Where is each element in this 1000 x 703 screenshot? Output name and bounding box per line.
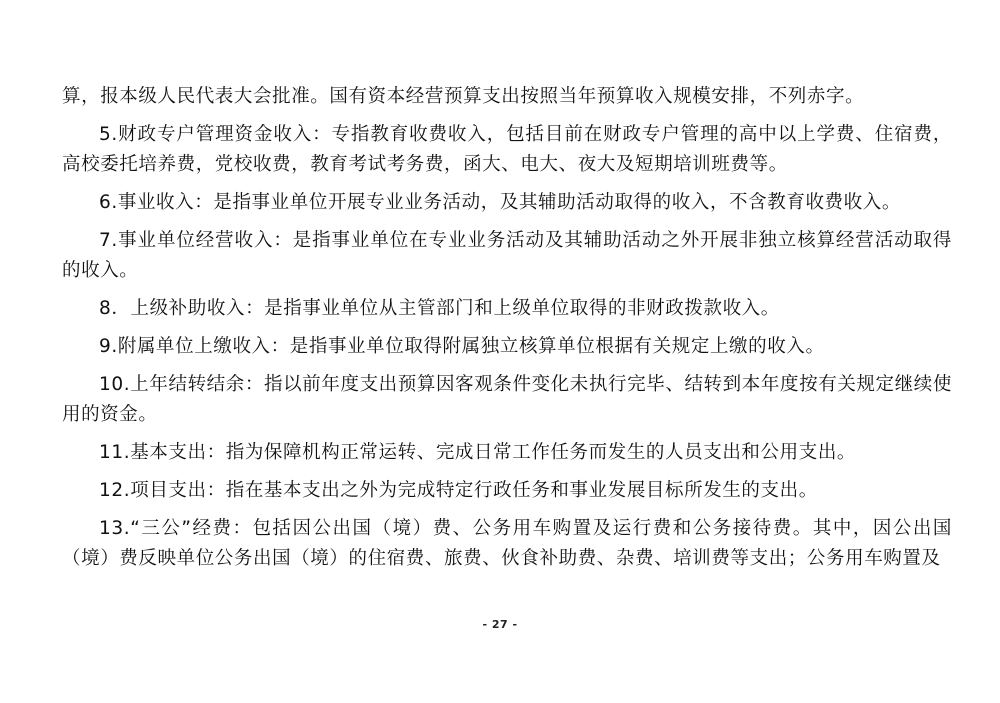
page-number: - 27 - <box>482 618 518 631</box>
paragraph-item-6: 6.事业收入：是指事业单位开展专业业务活动，及其辅助活动取得的收入，不含教育收费收入。 <box>99 192 901 213</box>
paragraph-item-5: 5.财政专户管理资金收入：专指教育收费收入，包括目前在财政专户管理的高中以上学费、住宿费，高校委托培养费，党校收费，教育考试考务费，函大、电大、夜大及短期培训班费等。 <box>62 124 952 175</box>
paragraph-item-11: 11.基本支出：指为保障机构正常运转、完成日常工作任务而发生的人员支出和公用支出。 <box>99 442 857 463</box>
paragraph-item-12: 12.项目支出：指在基本支出之外为完成特定行政任务和事业发展目标所发生的支出。 <box>99 480 818 501</box>
body-text <box>62 82 952 582</box>
paragraph-continuation: 算，报本级人民代表大会批准。国有资本经营预算支出按照当年预算收入规模安排，不列赤字。 <box>62 86 865 107</box>
paragraph-item-8: 8．上级补助收入：是指事业单位从主管部门和上级单位取得的非财政拨款收入。 <box>99 298 780 319</box>
paragraph-item-9: 9.附属单位上缴收入：是指事业单位取得附属独立核算单位根据有关规定上缴的收入。 <box>99 336 825 357</box>
paragraph-item-13: 13.“三公”经费：包括因公出国（境）费、公务用车购置及运行费和公务接待费。其中，因公出国（境）费反映单位公务出国（境）的住宿费、旅费、伙食补助费、杂费、培训费等支出；公务用车购置及 <box>62 518 952 569</box>
paragraph-item-7: 7.事业单位经营收入：是指事业单位在专业业务活动及其辅助活动之外开展非独立核算经营活动取得的收入。 <box>62 230 952 281</box>
paragraph-item-10: 10.上年结转结余：指以前年度支出预算因客观条件变化未执行完毕、结转到本年度按有关规定继续使用的资金。 <box>62 374 952 425</box>
